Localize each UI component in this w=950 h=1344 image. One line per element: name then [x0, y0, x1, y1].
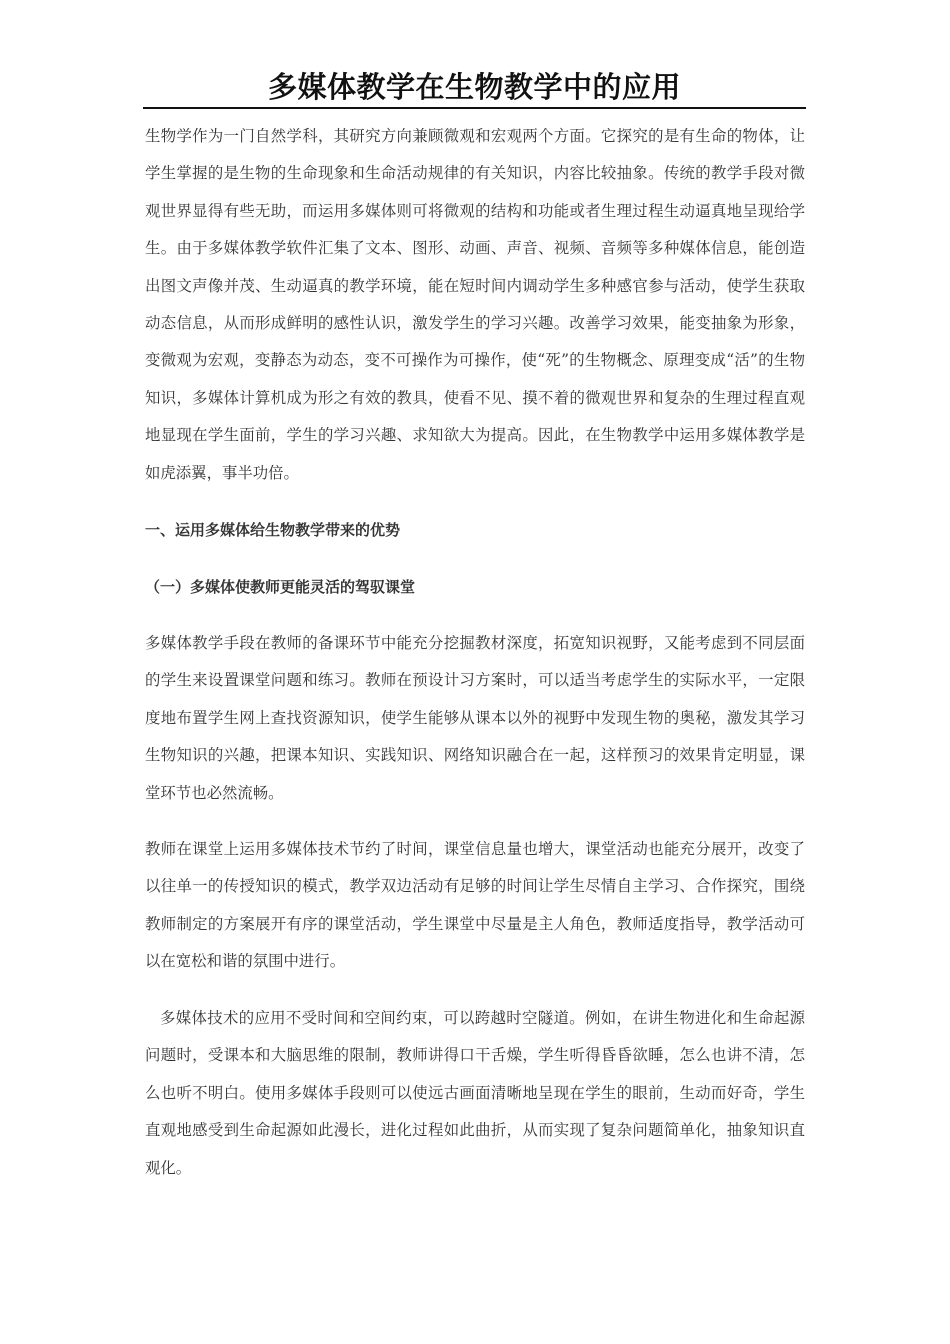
body-paragraph-3: 多媒体技术的应用不受时间和空间约束，可以跨越时空隧道。例如，在讲生物进化和生命起源问题时，受课本和大脑思维的限制，教师讲得口干舌燥，学生听得昏昏欲睡，怎么也讲不清，怎么也听不明白。使用多媒体手段则可以使远古画面清晰地呈现在学生的眼前，生动而好奇，学生直观地感受到生命起源如此漫长，进化过程如此曲折，从而实现了复杂问题简单化，抽象知识直观化。: [145, 1009, 805, 1177]
intro-paragraph: 生物学作为一门自然学科，其研究方向兼顾微观和宏观两个方面。它探究的是有生命的物体，让学生掌握的是生物的生命现象和生命活动规律的有关知识，内容比较抽象。传统的教学手段对微观世界显得有些无助，而运用多媒体则可将微观的结构和功能或者生理过程生动逼真地呈现给学生。由于多媒体教学软件汇集了文本、图形、动画、声音、视频、音频等多种媒体信息，能创造出图文声像并茂、生动逼真的教学环境，能在短时间内调动学生多种感官参与活动，使学生获取动态信息，从而形成鲜明的感性认识，激发学生的学习兴趣。改善学习效果，能变抽象为形象，变微观为宏观，变静态为动态，变不可操作为可操作，使“死”的生物概念、原理变成“活”的生物知识，多媒体计算机成为形之有效的教具，使看不见、摸不着的微观世界和复杂的生理过程直观地显现在学生面前，学生的学习兴趣、求知欲大为提高。因此，在生物教学中运用多媒体教学是如虎添翼，事半功倍。: [145, 127, 805, 482]
body-paragraph-1: 多媒体教学手段在教师的备课环节中能充分挖掘教材深度，拓宽知识视野，又能考虑到不同层面的学生来设置课堂问题和练习。教师在预设计习方案时，可以适当考虑学生的实际水平，一定限度地布置学生网上查找资源知识，使学生能够从课本以外的视野中发现生物的奥秘，激发其学习生物知识的兴趣，把课本知识、实践知识、网络知识融合在一起，这样预习的效果肯定明显，课堂环节也必然流畅。: [145, 634, 805, 802]
title-underline: [143, 107, 806, 109]
document-title: 多媒体教学在生物教学中的应用: [267, 70, 681, 104]
body-paragraph-2: 教师在课堂上运用多媒体技术节约了时间，课堂信息量也增大，课堂活动也能充分展开，改变了以往单一的传授知识的模式，教学双边活动有足够的时间让学生尽情自主学习、合作探究，围绕教师制定的方案展开有序的课堂活动，学生课堂中尽量是主人角色，教师适度指导，教学活动可以在宽松和谐的氛围中进行。: [145, 840, 805, 971]
section-heading: 一、运用多媒体给生物教学带来的优势: [145, 521, 401, 539]
subsection-heading: （一）多媒体使教师更能灵活的驾驭课堂: [145, 578, 416, 596]
